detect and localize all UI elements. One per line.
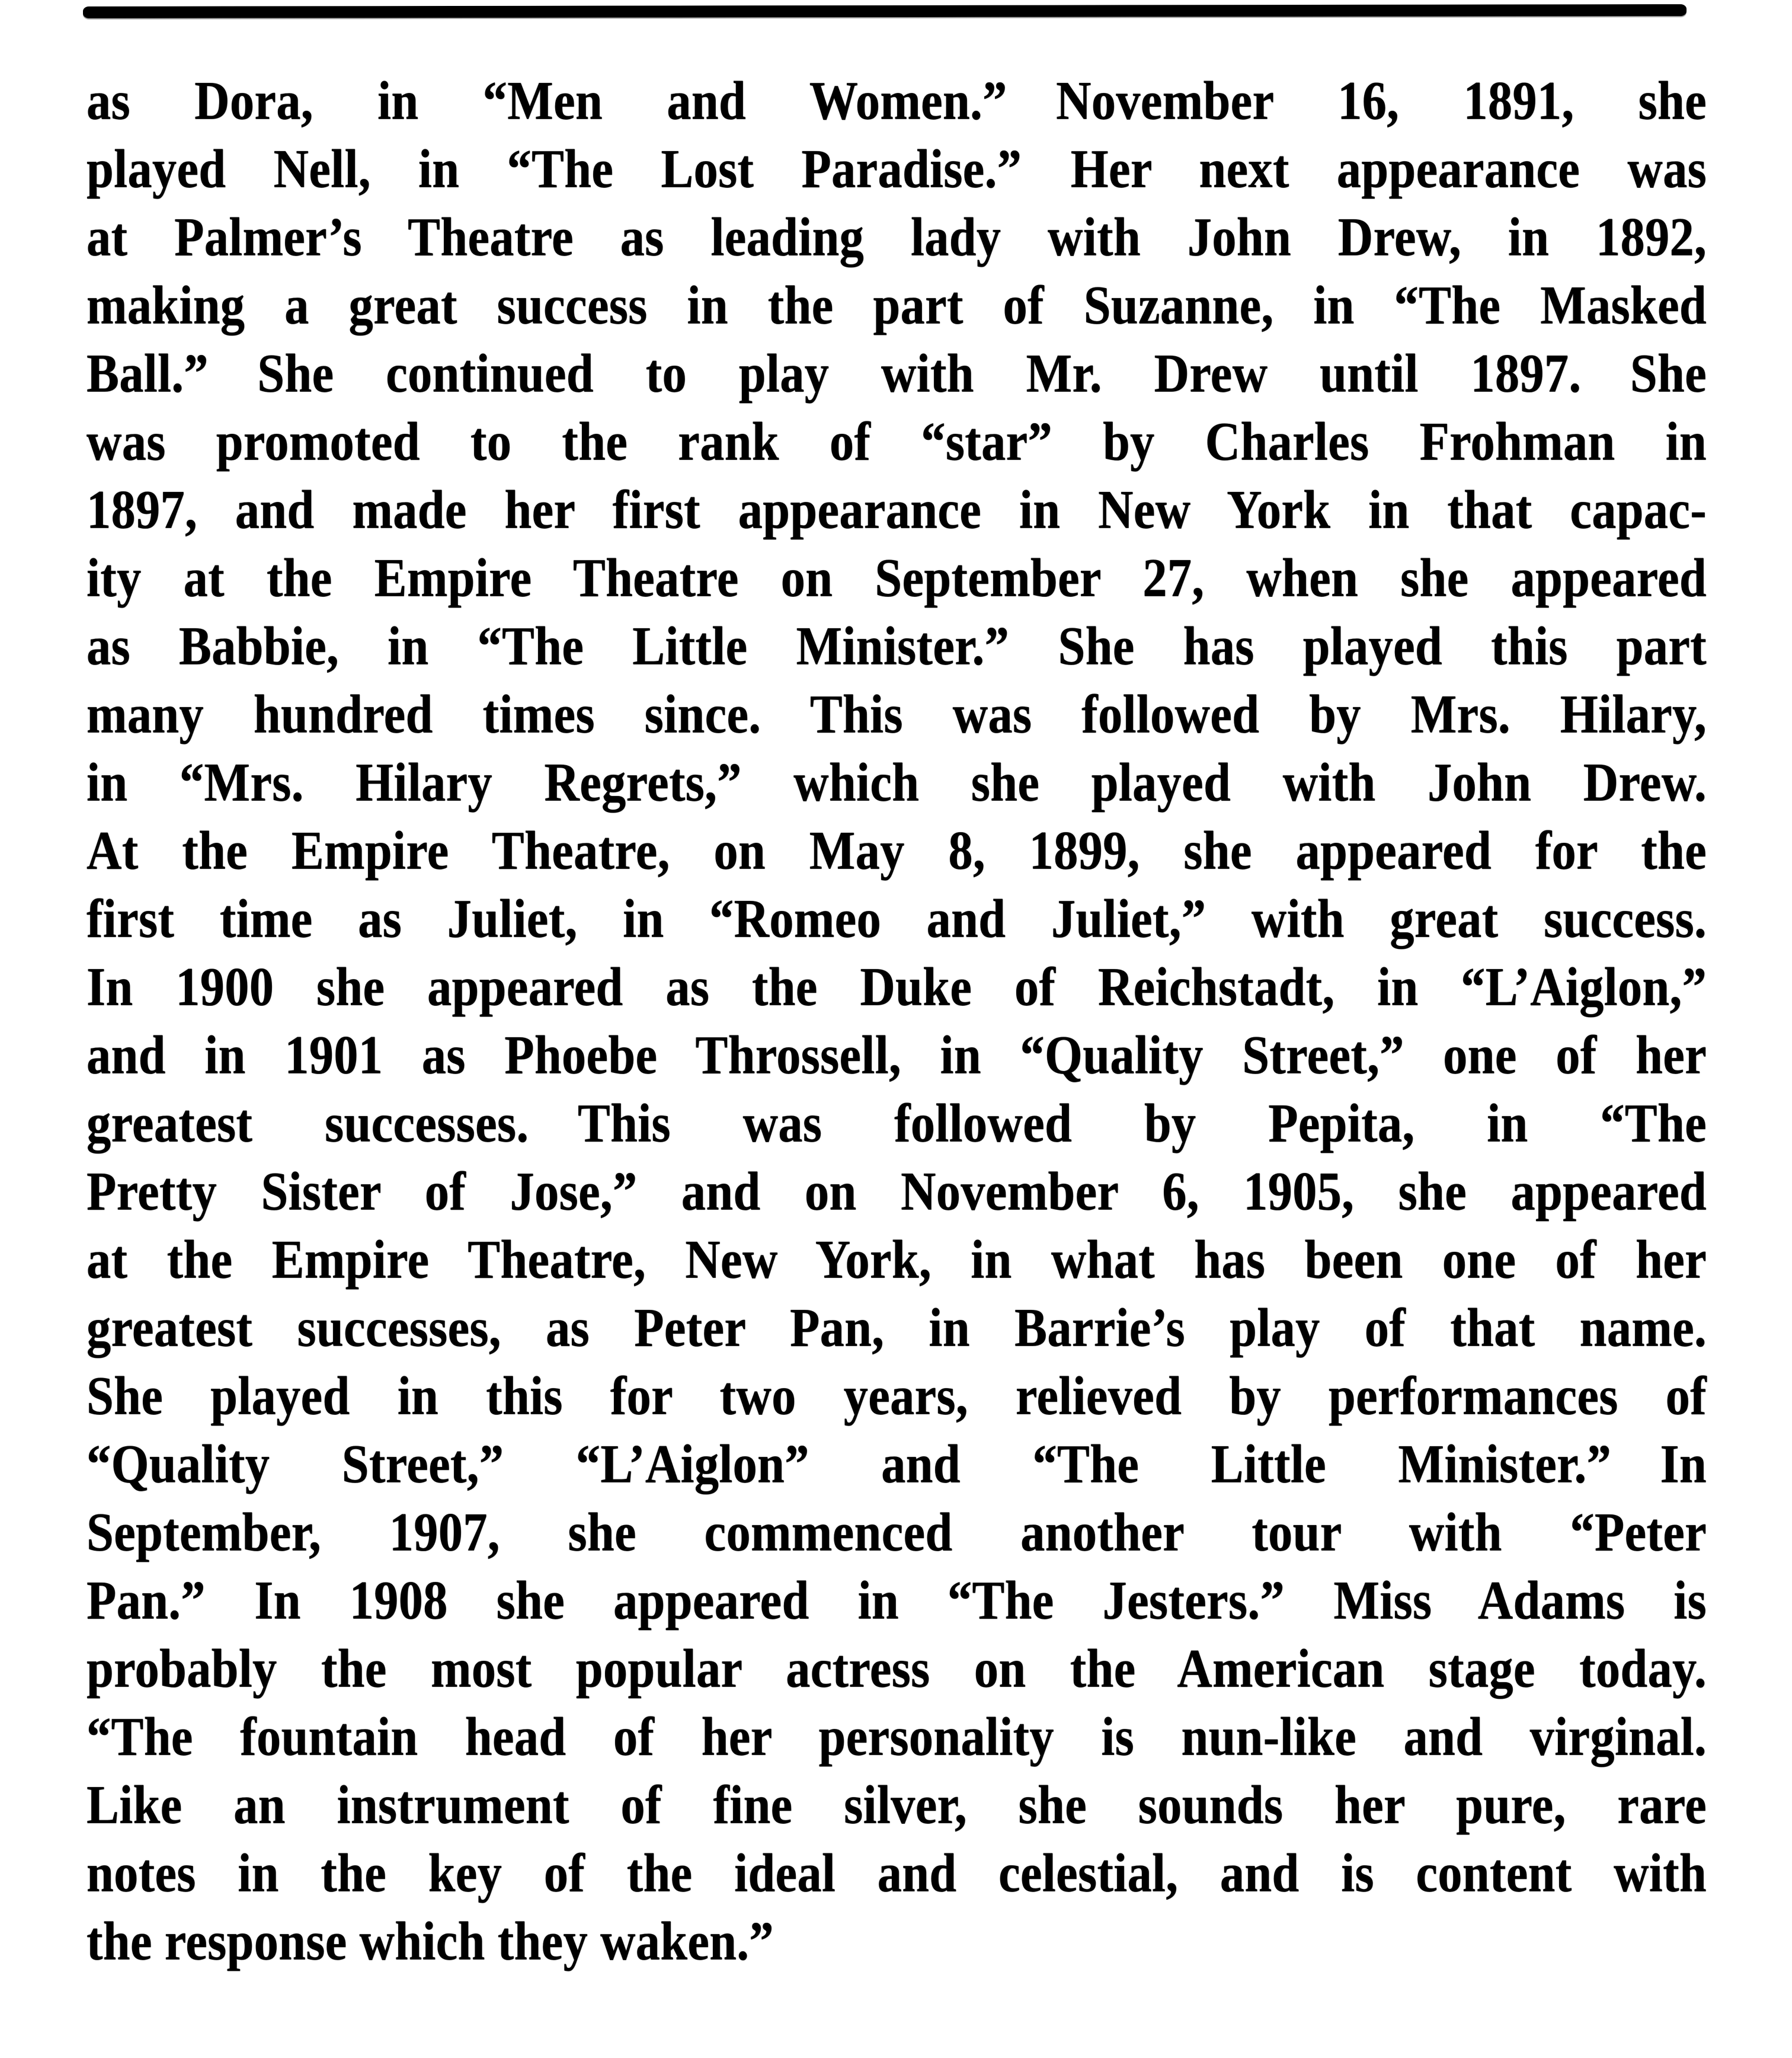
text-line: as Dora, in “Men and Women.” November 16, 1891, she (87, 70, 1707, 131)
text-line: many hundred times since. This was followed by Mrs. Hilary, (87, 683, 1707, 744)
text-line: as Babbie, in “The Little Minister.” She has played this part (87, 615, 1707, 676)
text-line: greatest successes, as Peter Pan, in Barrie’s play of that name. (87, 1297, 1707, 1358)
text-line: Like an instrument of fine silver, she sounds her pure, rare (87, 1774, 1707, 1835)
text-line: first time as Juliet, in “Romeo and Juliet,” with great success. (87, 888, 1707, 949)
text-line: the response which they waken.” (87, 1910, 774, 1971)
text-line: In 1900 she appeared as the Duke of Reichstadt, in “L’Aiglon,” (87, 956, 1707, 1017)
text-line: September, 1907, she commenced another tour with “Peter (87, 1501, 1707, 1562)
text-line: ity at the Empire Theatre on September 27, when she appeared (87, 547, 1707, 608)
text-line: “The fountain head of her personality is nun-like and virginal. (87, 1706, 1707, 1767)
body-paragraph (87, 66, 1707, 1975)
text-line: probably the most popular actress on the American stage today. (87, 1638, 1707, 1699)
text-line: at the Empire Theatre, New York, in what has been one of her (87, 1229, 1707, 1290)
text-line: She played in this for two years, relieved by performances of (87, 1365, 1707, 1426)
text-line: Ball.” She continued to play with Mr. Drew until 1897. She (87, 343, 1707, 404)
text-line: notes in the key of the ideal and celestial, and is content with (87, 1842, 1707, 1903)
text-line: in “Mrs. Hilary Regrets,” which she played with John Drew. (87, 752, 1707, 813)
text-line: 1897, and made her first appearance in New York in that capac- (87, 479, 1707, 540)
text-line: and in 1901 as Phoebe Throssell, in “Quality Street,” one of her (87, 1024, 1707, 1085)
text-line: greatest successes. This was followed by Pepita, in “The (87, 1092, 1707, 1153)
text-line: At the Empire Theatre, on May 8, 1899, she appeared for the (87, 820, 1707, 881)
text-line: at Palmer’s Theatre as leading lady with John Drew, in 1892, (87, 206, 1707, 267)
text-line: “Quality Street,” “L’Aiglon” and “The Little Minister.” In (87, 1433, 1707, 1494)
text-line: making a great success in the part of Suzanne, in “The Masked (87, 274, 1707, 335)
text-line: was promoted to the rank of “star” by Charles Frohman in (87, 411, 1707, 472)
page-top-rule (83, 4, 1687, 18)
text-line: Pretty Sister of Jose,” and on November 6, 1905, she appeared (87, 1161, 1707, 1222)
text-line: played Nell, in “The Lost Paradise.” Her next appearance was (87, 138, 1707, 199)
text-line: Pan.” In 1908 she appeared in “The Jesters.” Miss Adams is (87, 1570, 1707, 1631)
